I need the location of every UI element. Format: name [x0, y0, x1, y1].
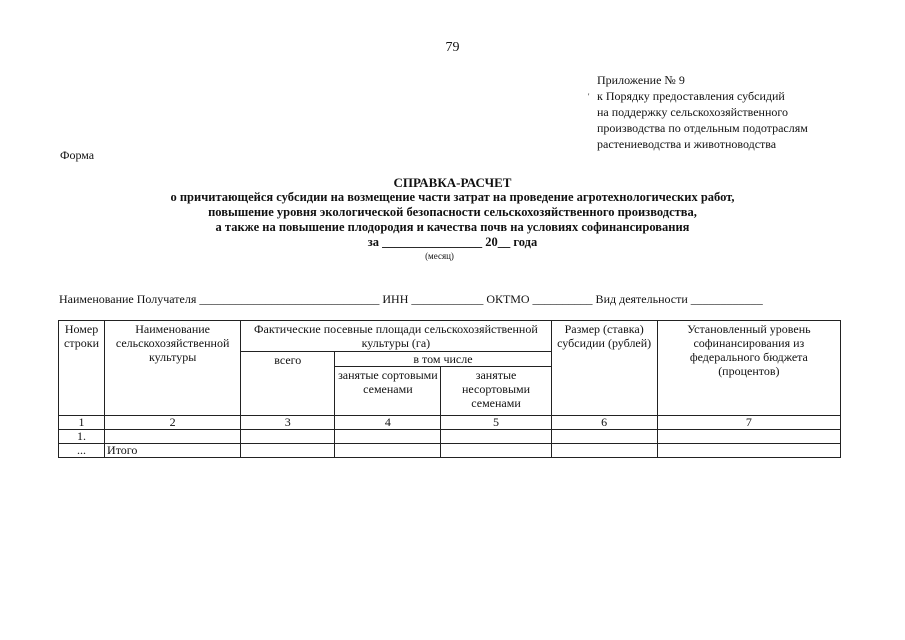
- table-row: [59, 444, 841, 458]
- month-hint: (месяц): [425, 251, 454, 261]
- rate-cell: [551, 444, 657, 458]
- header-varietal-seeds: занятые сортовыми семенами: [335, 367, 441, 416]
- appendix-note: [597, 72, 808, 152]
- table-row: [59, 430, 841, 444]
- header-actual-areas: Фактические посевные площади сельскохозяйственной культуры (га): [241, 321, 551, 352]
- title-period-line: за ________________ 20__ года: [367, 235, 538, 249]
- title-main: СПРАВКА-РАСЧЕТ: [393, 175, 512, 190]
- header-total: всего: [241, 352, 335, 416]
- appendix-line: растениеводства и животноводства: [597, 137, 777, 151]
- header-row-number: Номер строки: [59, 321, 105, 416]
- total-cell: [241, 444, 335, 458]
- column-number: 2: [105, 416, 241, 430]
- header-subsidy-rate: Размер (ставка) субсидии (рублей): [551, 321, 657, 416]
- column-number: 6: [551, 416, 657, 430]
- header-non-varietal-seeds: занятые несортовыми семенами: [441, 367, 551, 416]
- scan-mark: ': [588, 92, 590, 101]
- header-cofinancing-level: Установленный уровень софинансирования из федерального бюджета (процентов): [657, 321, 840, 416]
- form-label: Форма: [60, 148, 95, 162]
- appendix-line: Приложение № 9: [597, 73, 685, 87]
- column-number: 3: [241, 416, 335, 430]
- row-number-cell: ...: [59, 444, 105, 458]
- recipient-line: Наименование Получателя ______________________________ ИНН ____________ ОКТМО __________ Вид деятельности ____________: [59, 292, 763, 306]
- cofinancing-cell: [657, 444, 840, 458]
- document-title: [0, 175, 905, 262]
- appendix-line: на поддержку сельскохозяйственного: [597, 105, 789, 119]
- non-varietal-cell: [441, 430, 551, 444]
- row-number-cell: 1.: [59, 430, 105, 444]
- cofinancing-cell: [657, 430, 840, 444]
- crop-name-cell: [105, 430, 241, 444]
- column-number: 4: [335, 416, 441, 430]
- title-line: повышение уровня экологической безопасности сельскохозяйственного производства,: [208, 205, 697, 219]
- crop-name-cell: Итого: [105, 444, 241, 458]
- page-number: 79: [445, 40, 460, 55]
- varietal-cell: [335, 430, 441, 444]
- non-varietal-cell: [441, 444, 551, 458]
- column-number: 7: [657, 416, 840, 430]
- column-number: 1: [59, 416, 105, 430]
- title-line: о причитающейся субсидии на возмещение части затрат на проведение агротехнологических работ,: [170, 190, 735, 204]
- rate-cell: [551, 430, 657, 444]
- calculation-table: [58, 320, 841, 458]
- header-crop-name: Наименование сельскохозяйственной культуры: [105, 321, 241, 416]
- title-line: а также на повышение плодородия и качества почв на условиях софинансирования: [215, 220, 690, 234]
- column-number: 5: [441, 416, 551, 430]
- appendix-line: к Порядку предоставления субсидий: [597, 89, 785, 103]
- appendix-line: производства по отдельным подотраслям: [597, 121, 808, 135]
- total-cell: [241, 430, 335, 444]
- header-including: в том числе: [335, 352, 551, 367]
- varietal-cell: [335, 444, 441, 458]
